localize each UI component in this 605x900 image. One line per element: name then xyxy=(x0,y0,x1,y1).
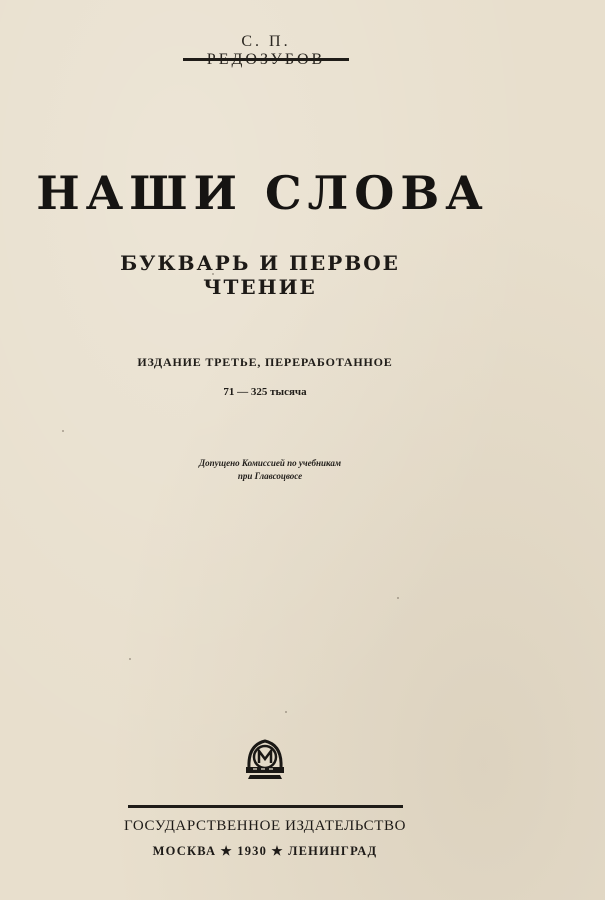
book-subtitle: БУКВАРЬ И ПЕРВОЕ ЧТЕНИЕ xyxy=(120,251,400,299)
book-title: НАШИ СЛОВА xyxy=(36,166,489,220)
edition-note: ИЗДАНИЕ ТРЕТЬЕ, ПЕРЕРАБОТАННОЕ xyxy=(137,355,393,369)
print-run: 71 — 325 тысяча xyxy=(223,386,307,398)
emblem-graphic xyxy=(244,737,286,781)
paper-speck xyxy=(397,597,399,599)
gosizdat-emblem-icon xyxy=(244,737,286,781)
publisher-name: ГОСУДАРСТВЕННОЕ ИЗДАТЕЛЬСТВО xyxy=(123,818,407,834)
paper-speck xyxy=(62,430,64,432)
publisher-rule xyxy=(128,805,403,808)
approval-note xyxy=(160,457,380,483)
paper-speck xyxy=(285,711,287,713)
author-name: С. П. xyxy=(241,33,291,50)
imprint-line: МОСКВА ★ 1930 ★ ЛЕНИНГРАД xyxy=(152,844,378,858)
approval-line-1: Допущено Комиссией по учебникам xyxy=(198,458,342,468)
paper-speck xyxy=(129,658,131,660)
author-underline xyxy=(183,58,349,61)
approval-line-2: при Главсоцвосе xyxy=(237,471,303,481)
